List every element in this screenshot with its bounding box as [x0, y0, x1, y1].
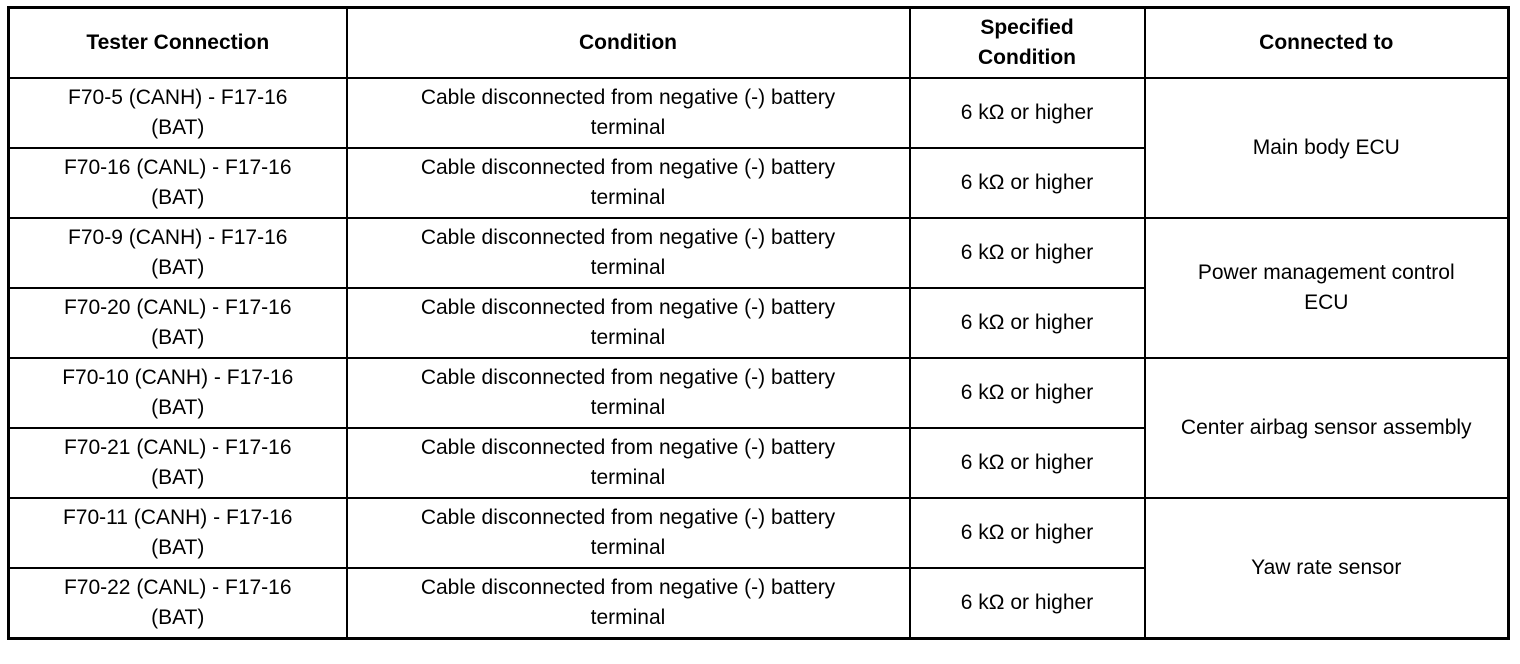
- table-row: [9, 498, 1509, 568]
- condition-line2: terminal: [590, 606, 666, 629]
- condition-line2: terminal: [590, 466, 666, 489]
- specified-condition-cell: 6 kΩ or higher: [910, 358, 1145, 428]
- tester-connection-cell: [9, 568, 347, 639]
- condition-line1: Cable disconnected from negative (-) battery: [420, 86, 836, 109]
- condition-line1: Cable disconnected from negative (-) battery: [420, 506, 836, 529]
- header-condition: Condition: [347, 8, 910, 79]
- specified-condition-cell: 6 kΩ or higher: [910, 148, 1145, 218]
- header-specified-line1: Specified: [980, 16, 1074, 39]
- specified-condition-cell: 6 kΩ or higher: [910, 498, 1145, 568]
- table-header-row: [9, 8, 1509, 79]
- tester-connection-cell: [9, 78, 347, 148]
- connected-to-cell: [1145, 218, 1509, 358]
- tester-connection-line2: (BAT): [151, 256, 205, 279]
- table-row: [9, 358, 1509, 428]
- connected-to-line2: ECU: [1304, 291, 1349, 314]
- condition-line2: terminal: [590, 326, 666, 349]
- tester-connection-line1: F70-5 (CANH) - F17-16: [68, 86, 288, 109]
- tester-connection-line1: F70-11 (CANH) - F17-16: [62, 506, 293, 529]
- condition-line1: Cable disconnected from negative (-) battery: [420, 156, 836, 179]
- tester-connection-line2: (BAT): [151, 326, 205, 349]
- header-connected-to: Connected to: [1145, 8, 1509, 79]
- connected-to-cell: [1145, 78, 1509, 218]
- tester-connection-cell: [9, 288, 347, 358]
- condition-cell: [347, 568, 910, 639]
- table-row: [9, 78, 1509, 148]
- tester-connection-line2: (BAT): [151, 396, 205, 419]
- tester-connection-line1: F70-9 (CANH) - F17-16: [68, 226, 288, 249]
- tester-connection-line2: (BAT): [151, 606, 205, 629]
- tester-connection-cell: [9, 218, 347, 288]
- condition-cell: [347, 358, 910, 428]
- header-specified-line2: Condition: [978, 46, 1076, 69]
- header-specified-condition: [910, 8, 1145, 79]
- specified-condition-cell: 6 kΩ or higher: [910, 428, 1145, 498]
- tester-connection-line1: F70-16 (CANL) - F17-16: [63, 156, 292, 179]
- specified-condition-cell: 6 kΩ or higher: [910, 288, 1145, 358]
- tester-connection-line2: (BAT): [151, 186, 205, 209]
- condition-cell: [347, 428, 910, 498]
- tester-connection-cell: [9, 428, 347, 498]
- condition-cell: [347, 498, 910, 568]
- condition-line1: Cable disconnected from negative (-) battery: [420, 576, 836, 599]
- condition-line2: terminal: [590, 396, 666, 419]
- specified-condition-cell: 6 kΩ or higher: [910, 218, 1145, 288]
- condition-line2: terminal: [590, 186, 666, 209]
- condition-cell: [347, 288, 910, 358]
- connected-to-line1: Yaw rate sensor: [1251, 556, 1402, 579]
- header-tester-connection: Tester Connection: [9, 8, 347, 79]
- connected-to-line1: Main body ECU: [1252, 136, 1400, 159]
- condition-line1: Cable disconnected from negative (-) battery: [420, 226, 836, 249]
- condition-line2: terminal: [590, 116, 666, 139]
- specified-condition-cell: 6 kΩ or higher: [910, 568, 1145, 639]
- tester-connection-line2: (BAT): [151, 466, 205, 489]
- tester-connection-line1: F70-22 (CANL) - F17-16: [63, 576, 292, 599]
- tester-connection-line2: (BAT): [151, 536, 205, 559]
- can-bus-resistance-table: [7, 6, 1510, 640]
- tester-connection-line2: (BAT): [151, 116, 205, 139]
- condition-line1: Cable disconnected from negative (-) battery: [420, 366, 836, 389]
- tester-connection-cell: [9, 498, 347, 568]
- table-row: [9, 218, 1509, 288]
- condition-cell: [347, 218, 910, 288]
- specified-condition-cell: 6 kΩ or higher: [910, 78, 1145, 148]
- condition-line2: terminal: [590, 536, 666, 559]
- condition-cell: [347, 148, 910, 218]
- tester-connection-line1: F70-20 (CANL) - F17-16: [63, 296, 292, 319]
- condition-line2: terminal: [590, 256, 666, 279]
- tester-connection-cell: [9, 148, 347, 218]
- tester-connection-line1: F70-21 (CANL) - F17-16: [63, 436, 292, 459]
- condition-line1: Cable disconnected from negative (-) battery: [420, 436, 836, 459]
- connected-to-cell: [1145, 498, 1509, 639]
- tester-connection-cell: [9, 358, 347, 428]
- connected-to-line1: Center airbag sensor assembly: [1180, 416, 1472, 439]
- connected-to-line1: Power management control: [1197, 261, 1455, 284]
- tester-connection-line1: F70-10 (CANH) - F17-16: [62, 366, 294, 389]
- condition-line1: Cable disconnected from negative (-) battery: [420, 296, 836, 319]
- connected-to-cell: [1145, 358, 1509, 498]
- condition-cell: [347, 78, 910, 148]
